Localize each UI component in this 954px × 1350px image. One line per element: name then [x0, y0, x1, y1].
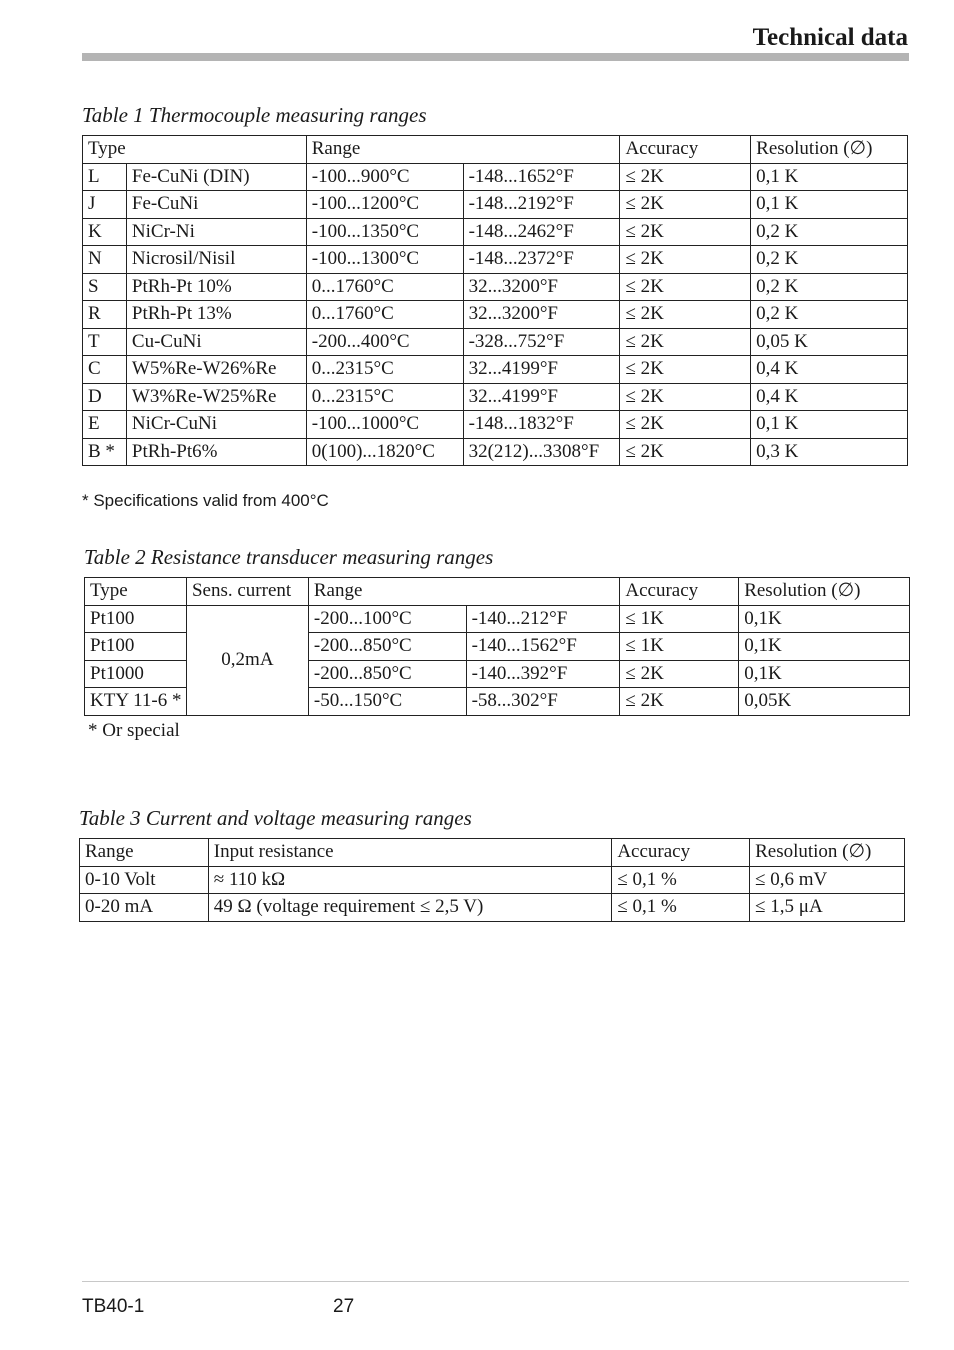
cell-resolution: 0,4 K	[751, 356, 908, 384]
cell-type-code: S	[83, 273, 127, 301]
cell-accuracy: ≤ 2K	[620, 688, 739, 716]
cell-range-f: -148...1652°F	[463, 163, 620, 191]
cell-range-c: -100...1350°C	[306, 218, 463, 246]
cell-accuracy: ≤ 1K	[620, 605, 739, 633]
cell-range-c: -100...900°C	[306, 163, 463, 191]
cell-type-code: L	[83, 163, 127, 191]
cell-resolution: 0,2 K	[751, 218, 908, 246]
cell-range-c: -200...100°C	[308, 605, 466, 633]
resistance-table	[84, 577, 910, 716]
cell-range-f: -58...302°F	[466, 688, 620, 716]
footer-rule	[82, 1281, 909, 1282]
cell-resolution: 0,2 K	[751, 273, 908, 301]
table-header-row	[80, 839, 905, 867]
cell-accuracy: ≤ 2K	[620, 273, 751, 301]
page-number: 27	[333, 1296, 355, 1317]
cell-resolution: 0,4 K	[751, 383, 908, 411]
header-range: Range	[308, 578, 620, 606]
table-row	[83, 273, 908, 301]
cell-resolution: 0,1K	[739, 605, 910, 633]
cell-accuracy: ≤ 2K	[620, 218, 751, 246]
cell-type-code: N	[83, 246, 127, 274]
cell-type-code: R	[83, 301, 127, 329]
cell-range-c: -200...850°C	[308, 660, 466, 688]
header-range: Range	[306, 136, 620, 164]
cell-type: Pt100	[85, 633, 187, 661]
document-id: TB40-1	[82, 1296, 145, 1317]
table-row	[83, 328, 908, 356]
cell-range: 0-20 mA	[80, 894, 209, 922]
cell-accuracy: ≤ 2K	[620, 411, 751, 439]
cell-resolution: 0,05 K	[751, 328, 908, 356]
cell-material: Nicrosil/Nisil	[126, 246, 306, 274]
cell-resolution: 0,1 K	[751, 411, 908, 439]
header-accuracy: Accuracy	[612, 839, 750, 867]
cell-input-resistance: 49 Ω (voltage requirement ≤ 2,5 V)	[208, 894, 612, 922]
cell-resolution: 0,1K	[739, 660, 910, 688]
table-row	[80, 866, 905, 894]
cell-accuracy: ≤ 2K	[620, 163, 751, 191]
table2-footnote: * Or special	[88, 720, 180, 741]
page-title: Technical data	[752, 24, 908, 51]
cell-material: NiCr-CuNi	[126, 411, 306, 439]
cell-range-f: -140...212°F	[466, 605, 620, 633]
table-header-row	[83, 136, 908, 164]
cell-material: W3%Re-W25%Re	[126, 383, 306, 411]
header-accuracy: Accuracy	[620, 136, 751, 164]
cell-range-f: 32(212)...3308°F	[463, 438, 620, 466]
cell-range-f: 32...4199°F	[463, 356, 620, 384]
cell-accuracy: ≤ 2K	[620, 191, 751, 219]
cell-range-c: 0...2315°C	[306, 356, 463, 384]
table-row	[83, 383, 908, 411]
table2-caption: Table 2 Resistance transducer measuring ranges	[84, 545, 494, 569]
cell-type-code: C	[83, 356, 127, 384]
cell-accuracy: ≤ 2K	[620, 301, 751, 329]
header-resolution: Resolution (∅)	[750, 839, 905, 867]
cell-accuracy: ≤ 2K	[620, 383, 751, 411]
cell-accuracy: ≤ 1K	[620, 633, 739, 661]
cell-range-f: 32...4199°F	[463, 383, 620, 411]
cell-resolution: 0,05K	[739, 688, 910, 716]
cell-range-f: -148...2372°F	[463, 246, 620, 274]
thermocouple-table	[82, 135, 908, 466]
cell-sens-current: 0,2mA	[186, 605, 308, 715]
table-row	[83, 218, 908, 246]
table3-caption: Table 3 Current and voltage measuring ranges	[79, 806, 472, 830]
table1-caption: Table 1 Thermocouple measuring ranges	[82, 103, 427, 127]
cell-type-code: E	[83, 411, 127, 439]
cell-resolution: 0,2 K	[751, 246, 908, 274]
cell-range-c: 0...1760°C	[306, 301, 463, 329]
cell-type-code: J	[83, 191, 127, 219]
table-row	[83, 163, 908, 191]
cell-range-c: 0...1760°C	[306, 273, 463, 301]
cell-material: Fe-CuNi (DIN)	[126, 163, 306, 191]
cell-material: PtRh-Pt6%	[126, 438, 306, 466]
cell-material: W5%Re-W26%Re	[126, 356, 306, 384]
cell-resolution: ≤ 1,5 μA	[750, 894, 905, 922]
header-sens-current: Sens. current	[186, 578, 308, 606]
cell-type-code: B *	[83, 438, 127, 466]
cell-type-code: D	[83, 383, 127, 411]
table-row	[83, 438, 908, 466]
cell-accuracy: ≤ 0,1 %	[612, 894, 750, 922]
header-accuracy: Accuracy	[620, 578, 739, 606]
cell-type: Pt1000	[85, 660, 187, 688]
cell-resolution: ≤ 0,6 mV	[750, 866, 905, 894]
cell-range: 0-10 Volt	[80, 866, 209, 894]
cell-range-f: -328...752°F	[463, 328, 620, 356]
cell-range-f: -140...1562°F	[466, 633, 620, 661]
cell-type: KTY 11-6 *	[85, 688, 187, 716]
table-row	[85, 605, 910, 633]
cell-type-code: K	[83, 218, 127, 246]
cell-range-c: -200...850°C	[308, 633, 466, 661]
cell-type: Pt100	[85, 605, 187, 633]
cell-material: Fe-CuNi	[126, 191, 306, 219]
cell-type-code: T	[83, 328, 127, 356]
table-row	[83, 191, 908, 219]
table1-footnote: * Specifications valid from 400°C	[82, 491, 329, 510]
header-resolution: Resolution (∅)	[739, 578, 910, 606]
table-row	[83, 246, 908, 274]
cell-range-c: -50...150°C	[308, 688, 466, 716]
cell-range-f: 32...3200°F	[463, 273, 620, 301]
cell-accuracy: ≤ 2K	[620, 246, 751, 274]
cell-input-resistance: ≈ 110 kΩ	[208, 866, 612, 894]
table-row	[80, 894, 905, 922]
cell-range-f: -140...392°F	[466, 660, 620, 688]
cell-range-c: -100...1300°C	[306, 246, 463, 274]
table-row	[83, 301, 908, 329]
cell-range-f: -148...2462°F	[463, 218, 620, 246]
cell-range-f: -148...2192°F	[463, 191, 620, 219]
header-input-resistance: Input resistance	[208, 839, 612, 867]
cell-range-c: -100...1200°C	[306, 191, 463, 219]
cell-resolution: 0,1 K	[751, 191, 908, 219]
cell-resolution: 0,3 K	[751, 438, 908, 466]
cell-range-c: 0(100)...1820°C	[306, 438, 463, 466]
header-resolution: Resolution (∅)	[751, 136, 908, 164]
cell-accuracy: ≤ 2K	[620, 356, 751, 384]
cell-material: Cu-CuNi	[126, 328, 306, 356]
cell-range-c: -200...400°C	[306, 328, 463, 356]
cell-range-c: -100...1000°C	[306, 411, 463, 439]
header-type: Type	[83, 136, 307, 164]
cell-material: PtRh-Pt 10%	[126, 273, 306, 301]
header-range: Range	[80, 839, 209, 867]
cell-accuracy: ≤ 2K	[620, 438, 751, 466]
cell-accuracy: ≤ 2K	[620, 328, 751, 356]
cell-resolution: 0,1K	[739, 633, 910, 661]
cell-resolution: 0,1 K	[751, 163, 908, 191]
cell-range-f: -148...1832°F	[463, 411, 620, 439]
page-header	[82, 22, 908, 54]
table-row	[83, 356, 908, 384]
cell-resolution: 0,2 K	[751, 301, 908, 329]
cell-range-f: 32...3200°F	[463, 301, 620, 329]
cell-accuracy: ≤ 2K	[620, 660, 739, 688]
header-rule	[82, 53, 909, 61]
header-type: Type	[85, 578, 187, 606]
table-row	[83, 411, 908, 439]
cell-material: PtRh-Pt 13%	[126, 301, 306, 329]
cell-range-c: 0...2315°C	[306, 383, 463, 411]
cell-material: NiCr-Ni	[126, 218, 306, 246]
table-header-row	[85, 578, 910, 606]
current-voltage-table	[79, 838, 905, 922]
cell-accuracy: ≤ 0,1 %	[612, 866, 750, 894]
